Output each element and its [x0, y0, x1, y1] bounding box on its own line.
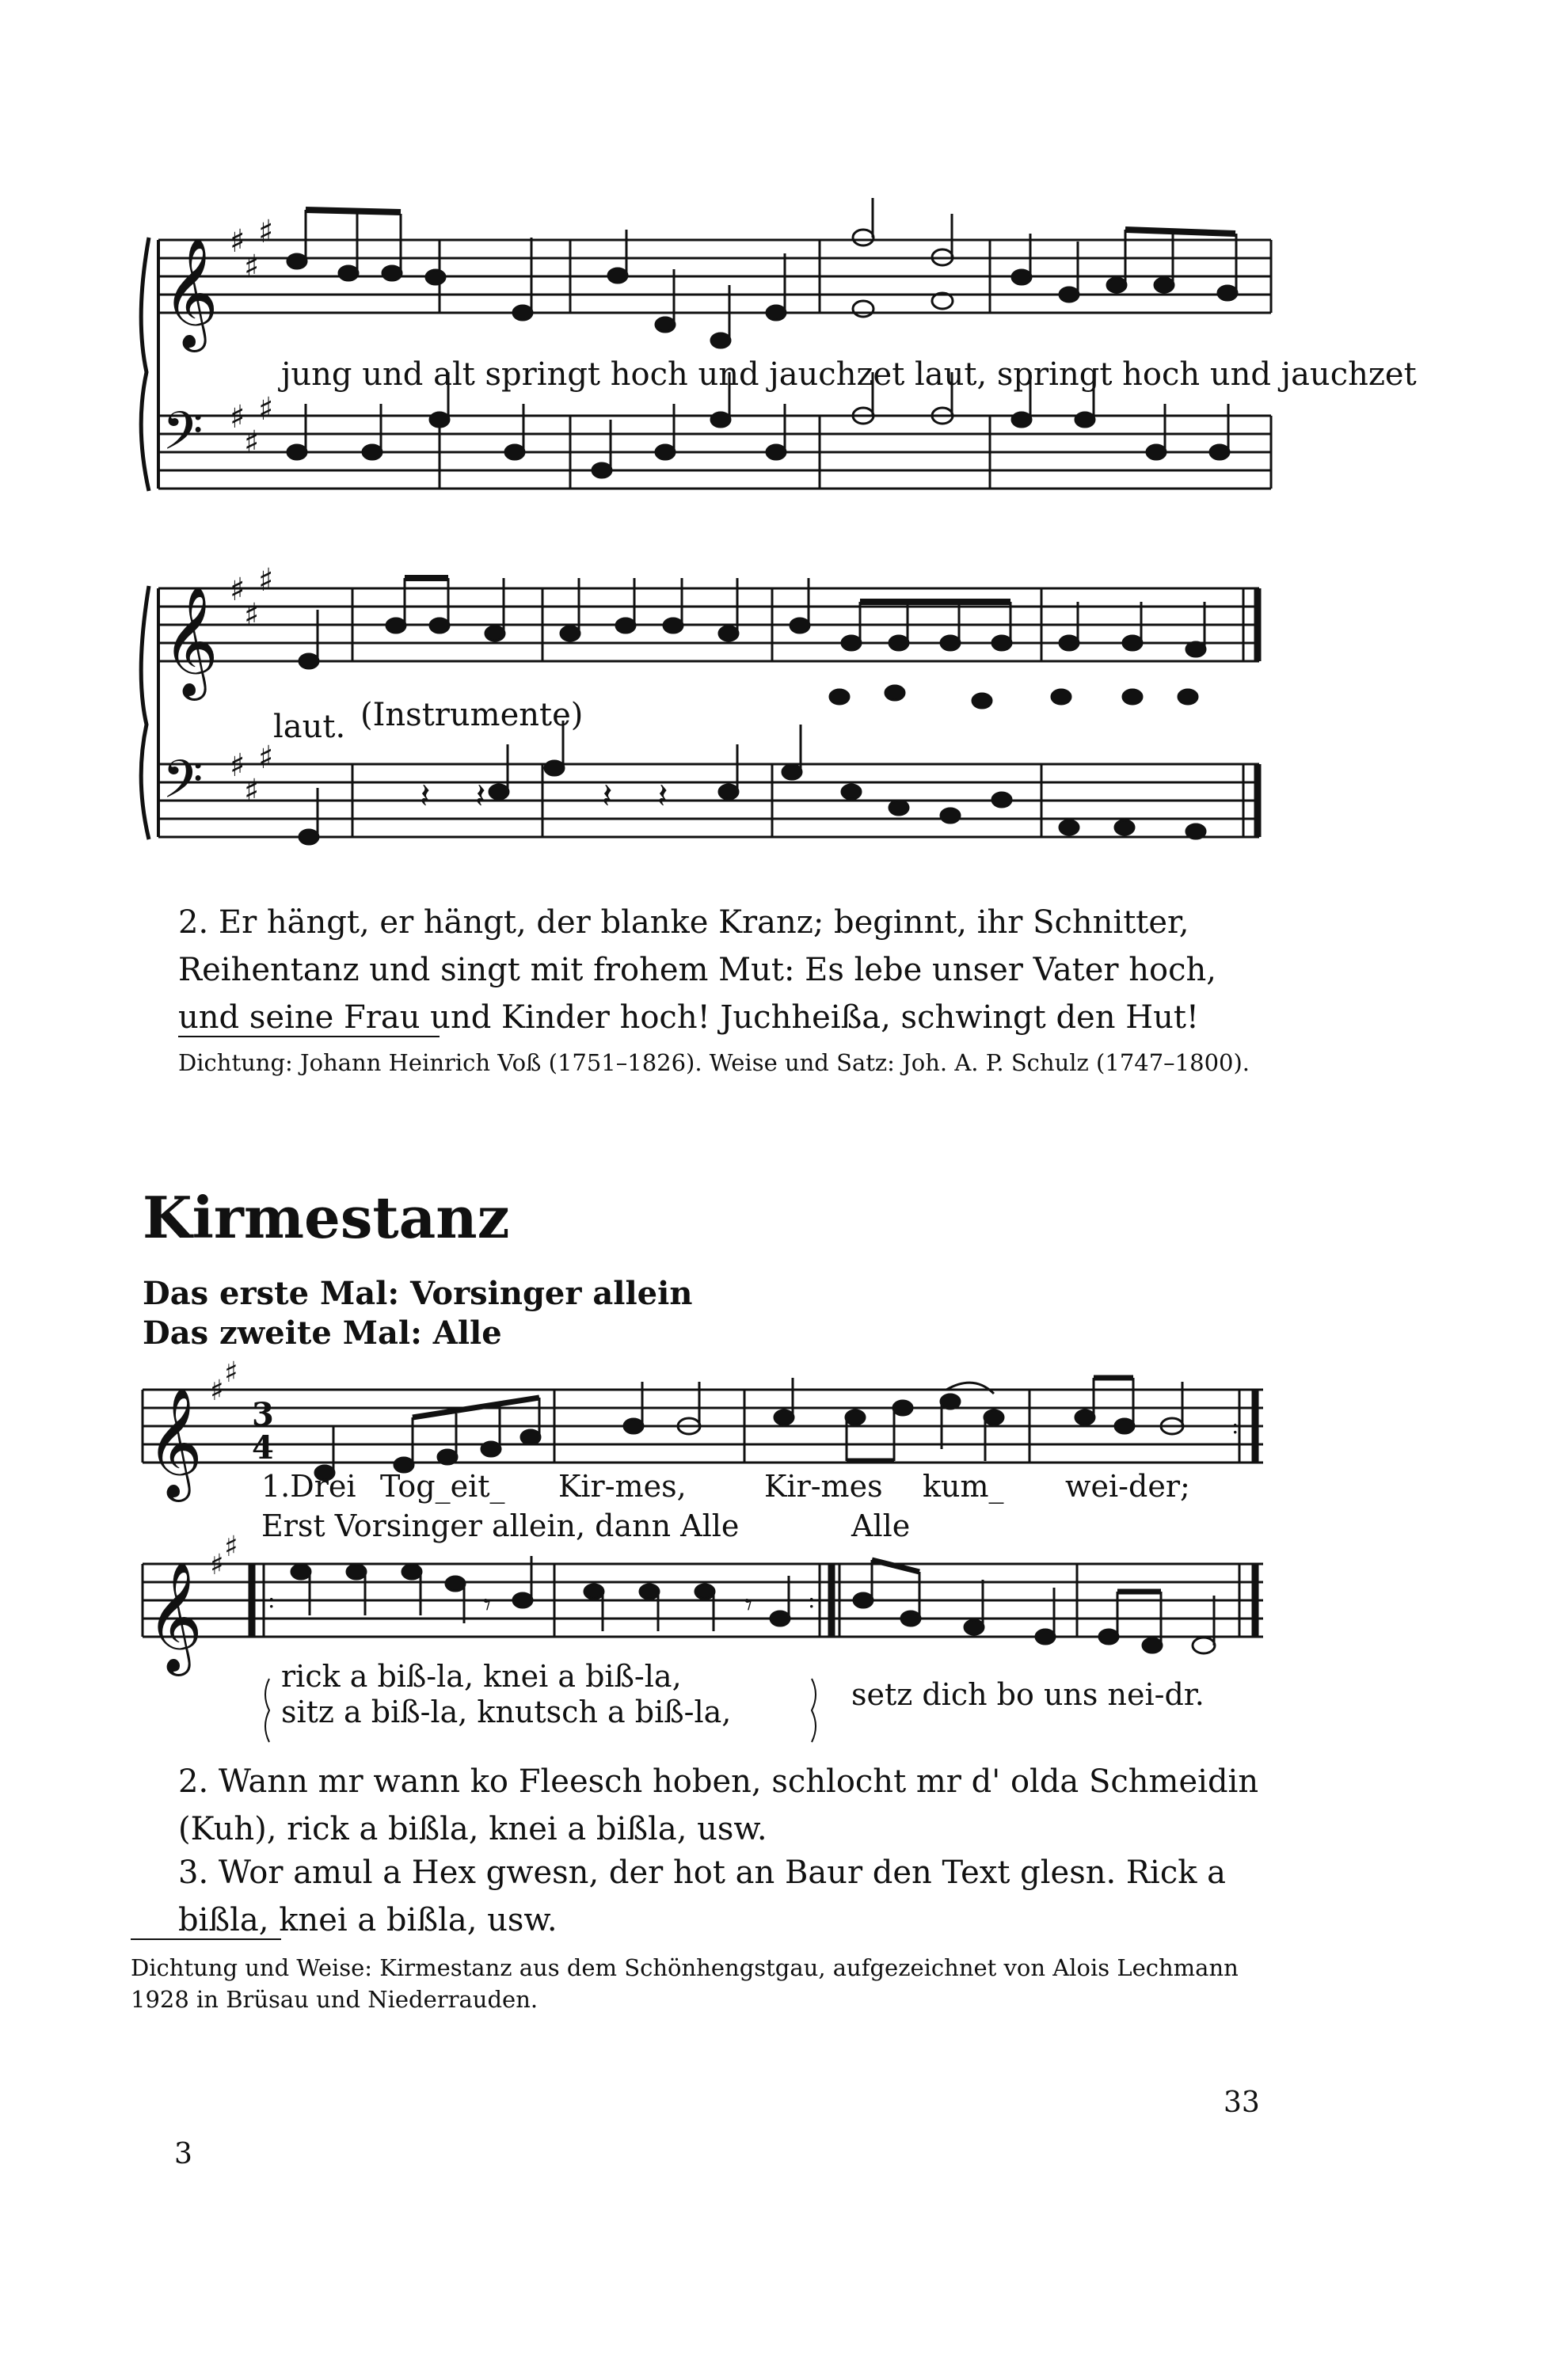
svg-text:𝄽: 𝄽 [475, 776, 486, 816]
instruction-first-time: Das erste Mal: Vorsinger allein [143, 1275, 693, 1312]
svg-text::: : [268, 1587, 276, 1613]
sheet-number: 3 [174, 2138, 192, 2170]
svg-text:𝄢: 𝄢 [162, 749, 204, 823]
line-2-lyrics-end: setz dich bo uns nei-dr. [851, 1677, 1205, 1712]
svg-text:♯: ♯ [258, 214, 274, 250]
line-1-syllable-1: 1.Drei [261, 1469, 356, 1504]
svg-text:♯: ♯ [210, 1375, 224, 1407]
kirmestanz-credit-divider [131, 1938, 281, 1940]
line-2-lyrics-a: rick a biß-la, knei a biß-la, [281, 1659, 682, 1694]
svg-text:𝄞: 𝄞 [162, 238, 219, 348]
time-signature-top: 3 [252, 1396, 274, 1433]
svg-text::: : [808, 1587, 816, 1613]
svg-text:♯: ♯ [244, 249, 260, 285]
kirmestanz-verse-2: 2. Wann mr wann ko Fleesch hoben, schlocht mr d' olda Schmeidin (Kuh), rick a bißla, knei a bißla, usw. [178, 1763, 1259, 1847]
line-1-syllable-6: wei-der; [1065, 1469, 1190, 1504]
svg-text:♯: ♯ [258, 391, 274, 428]
credit-first-song: Dichtung: Johann Heinrich Voß (1751–1826). Weise und Satz: Joh. A. P. Schulz (1747–1800). [178, 1049, 1250, 1076]
svg-text:♯: ♯ [224, 1531, 238, 1563]
svg-text:𝄾: 𝄾 [744, 1587, 753, 1623]
line-1-syllable-4: Kir-mes [764, 1469, 883, 1504]
svg-text:𝄞: 𝄞 [147, 1387, 203, 1497]
svg-text:𝄞: 𝄞 [147, 1562, 203, 1672]
kirmestanz-credit: Dichtung und Weise: Kirmestanz aus dem Schönhengstgau, aufgezeichnet von Alois Lechmann 1928 in Brüsau und Niederrauden. [131, 1954, 1239, 2013]
svg-text:♯: ♯ [244, 424, 260, 461]
line-2-label-left: Erst Vorsinger allein, dann Alle [261, 1508, 740, 1543]
svg-text:𝄽: 𝄽 [602, 776, 613, 816]
line-2-lyrics-b: sitz a biß-la, knutsch a biß-la, [281, 1695, 732, 1729]
svg-text:𝄾: 𝄾 [483, 1587, 492, 1623]
svg-text:♯: ♯ [258, 562, 274, 599]
svg-text:♯: ♯ [230, 223, 245, 260]
svg-text:♯: ♯ [230, 748, 245, 784]
page-number: 33 [1224, 2087, 1260, 2119]
line-1-syllable-2: Tog_eit_ [380, 1469, 505, 1504]
time-signature-bottom: 4 [252, 1429, 274, 1467]
svg-text:♯: ♯ [258, 740, 274, 776]
svg-text::: : [1231, 1413, 1239, 1439]
line-2-label-right: Alle [851, 1508, 911, 1543]
svg-text:𝄞: 𝄞 [162, 586, 219, 696]
svg-text:♯: ♯ [230, 399, 245, 436]
svg-text:♯: ♯ [210, 1549, 224, 1581]
song-title: Kirmestanz [143, 1184, 510, 1251]
line-1-syllable-3: Kir-mes, [558, 1469, 687, 1504]
kirmestanz-verse-3: 3. Wor amul a Hex gwesn, der hot an Baur den Text glesn. Rick a bißla, knei a bißla, usw. [178, 1855, 1227, 1938]
svg-text:𝄽: 𝄽 [420, 776, 431, 816]
verse-2-first-song: 2. Er hängt, er hängt, der blanke Kranz; beginnt, ihr Schnitter, Reihentanz und singt mit frohem Mut: Es lebe unser Vater hoch, und seine Frau und Kinder hoch! Juchheißa, schwingt den Hut! [178, 904, 1216, 1036]
svg-text:♯: ♯ [230, 572, 245, 608]
svg-text:♯: ♯ [244, 773, 260, 809]
svg-text:♯: ♯ [224, 1356, 238, 1389]
svg-text:♯: ♯ [244, 597, 260, 633]
line-1-syllable-5: kum_ [923, 1469, 1004, 1504]
instruction-second-time: Das zweite Mal: Alle [143, 1314, 502, 1352]
system-1-lyrics: jung und alt springt hoch und jauchzet laut, springt hoch und jauchzet [281, 356, 1417, 393]
svg-text:𝄽: 𝄽 [657, 776, 668, 816]
system-2-instruments-label: (Instrumente) [360, 697, 584, 733]
svg-text:𝄢: 𝄢 [162, 401, 204, 474]
system-2-lyric-end: laut. [273, 709, 346, 745]
